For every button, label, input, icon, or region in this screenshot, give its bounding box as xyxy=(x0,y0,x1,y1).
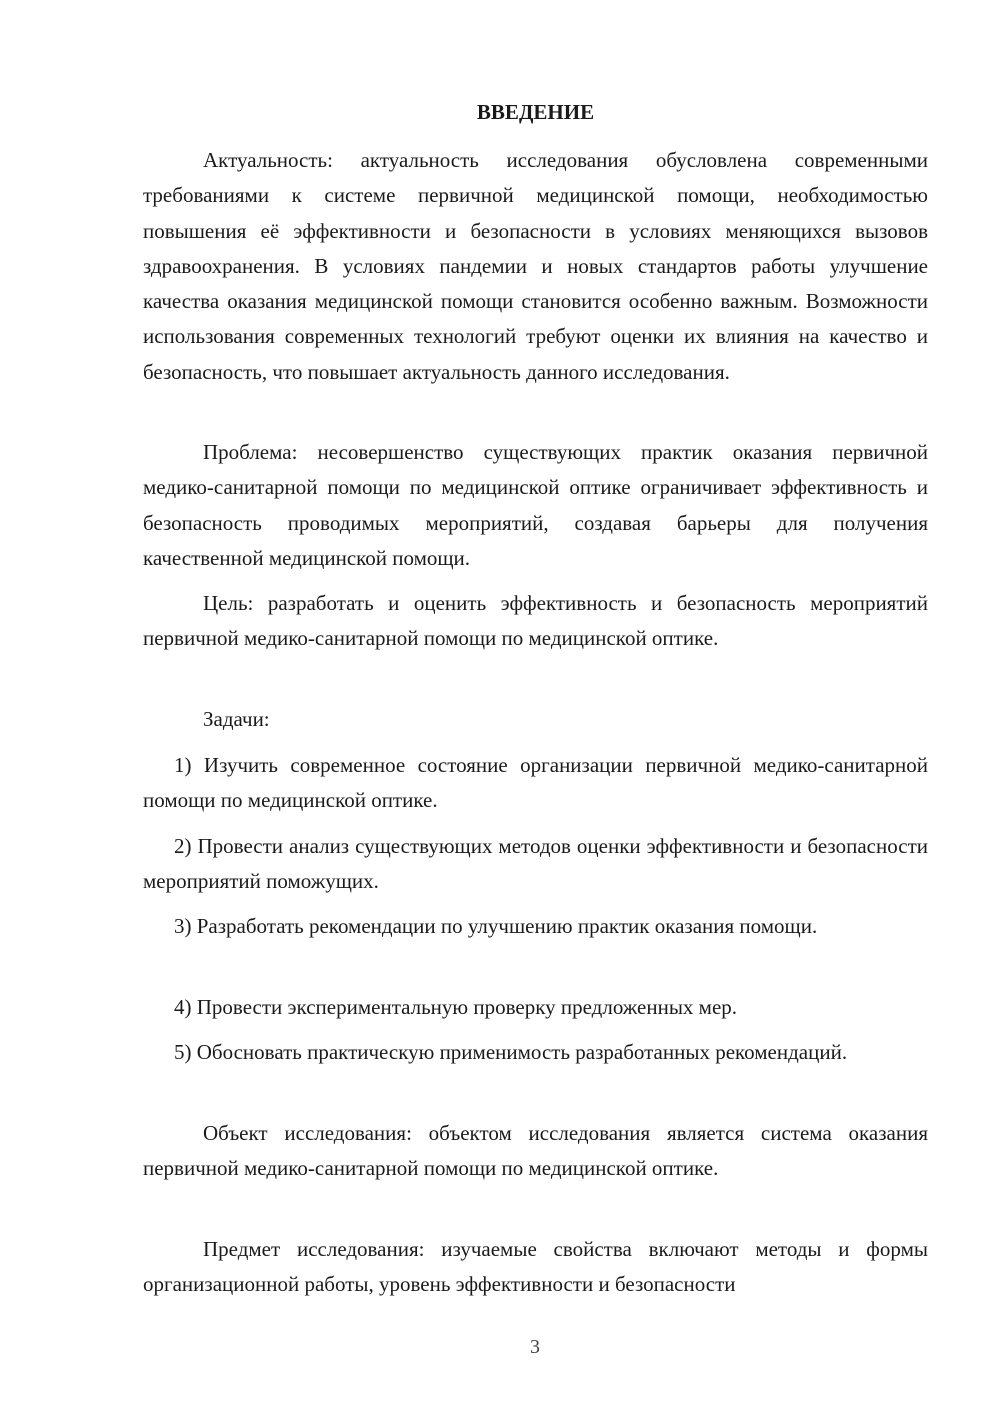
section-title: ВВЕДЕНИЕ xyxy=(476,100,595,124)
task-list-item: 2) Провести анализ существующих методов оценки эффективности и безопасности мероприятий поможущих. xyxy=(143,834,928,894)
goal-paragraph: Цель: разработать и оценить эффективность и безопасность мероприятий первичной медико-санитарной помощи по медицинской оптике. xyxy=(143,591,928,651)
subject-paragraph: Предмет исследования: изучаемые свойства включают методы и формы организационной работы, уровень эффективности и безопасности xyxy=(143,1237,928,1297)
task-list-item: 5) Обосновать практическую применимость разработанных рекомендаций. xyxy=(174,1040,848,1064)
task-list-item: 1) Изучить современное состояние организации первичной медико-санитарной помощи по медицинской оптике. xyxy=(143,753,928,813)
object-paragraph: Объект исследования: объектом исследования является система оказания первичной медико-санитарной помощи по медицинской оптике. xyxy=(143,1121,928,1181)
task-list-item: 4) Провести экспериментальную проверку предложенных мер. xyxy=(174,995,738,1019)
problem-paragraph: Проблема: несовершенство существующих практик оказания первичной медико-санитарной помощи по медицинской оптике ограничивает эффективность и безопасность проводимых мероприятий, создавая барьеры для получения качественной медицинской помощи. xyxy=(143,440,928,570)
relevance-paragraph: Актуальность: актуальность исследования обусловлена современными требованиями к системе первичной медицинской помощи, необходимостью повышения её эффективности и безопасности в условиях меняющихся вызовов здравоохранения. В условиях пандемии и новых стандартов работы улучшение качества оказания медицинской помощи становится особенно важным. Возможности использования современных технологий требуют оценки их влияния на качество и безопасность, что повышает актуальность данного исследования. xyxy=(143,148,928,384)
task-list-item: 3) Разработать рекомендации по улучшению практик оказания помощи. xyxy=(174,914,818,938)
page-number: 3 xyxy=(530,1336,540,1358)
tasks-heading: Задачи: xyxy=(203,707,270,731)
